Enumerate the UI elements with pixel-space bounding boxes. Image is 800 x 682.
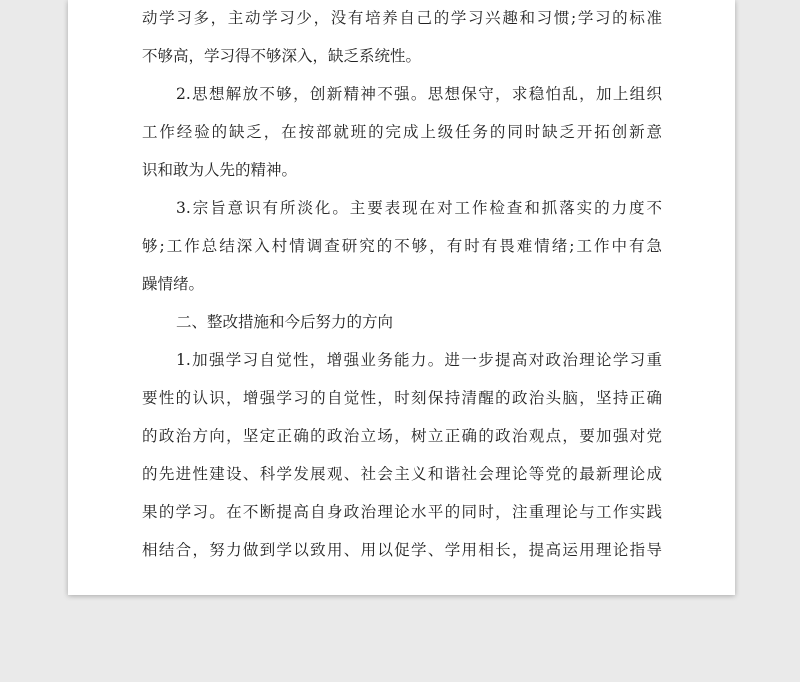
text-line: 够;工作总结深入村情调查研究的不够，有时有畏难情绪;工作中有急	[142, 237, 662, 255]
text-line: 动学习多，主动学习少，没有培养自己的学习兴趣和习惯;学习的标准	[142, 9, 662, 27]
document-page	[68, 0, 735, 595]
text-line: 3.宗旨意识有所淡化。主要表现在对工作检查和抓落实的力度不	[176, 199, 662, 217]
text-line: 1.加强学习自觉性，增强业务能力。进一步提高对政治理论学习重	[176, 351, 662, 369]
text-line: 果的学习。在不断提高自身政治理论水平的同时，注重理论与工作实践	[142, 503, 662, 521]
text-line: 相结合，努力做到学以致用、用以促学、学用相长，提高运用理论指导	[142, 541, 662, 559]
text-line: 工作经验的缺乏，在按部就班的完成上级任务的同时缺乏开拓创新意	[142, 123, 662, 141]
text-line: 2.思想解放不够，创新精神不强。思想保守，求稳怕乱，加上组织	[176, 85, 662, 103]
text-line: 躁情绪。	[142, 275, 205, 293]
text-line: 的政治方向，坚定正确的政治立场，树立正确的政治观点，要加强对党	[142, 427, 662, 445]
text-line: 的先进性建设、科学发展观、社会主义和谐社会理论等党的最新理论成	[142, 465, 662, 483]
text-line: 不够高，学习得不够深入，缺乏系统性。	[142, 47, 422, 65]
text-line: 要性的认识，增强学习的自觉性，时刻保持清醒的政治头脑，坚持正确	[142, 389, 662, 407]
text-line: 识和敢为人先的精神。	[142, 161, 298, 179]
section-heading: 二、整改措施和今后努力的方向	[176, 313, 394, 331]
